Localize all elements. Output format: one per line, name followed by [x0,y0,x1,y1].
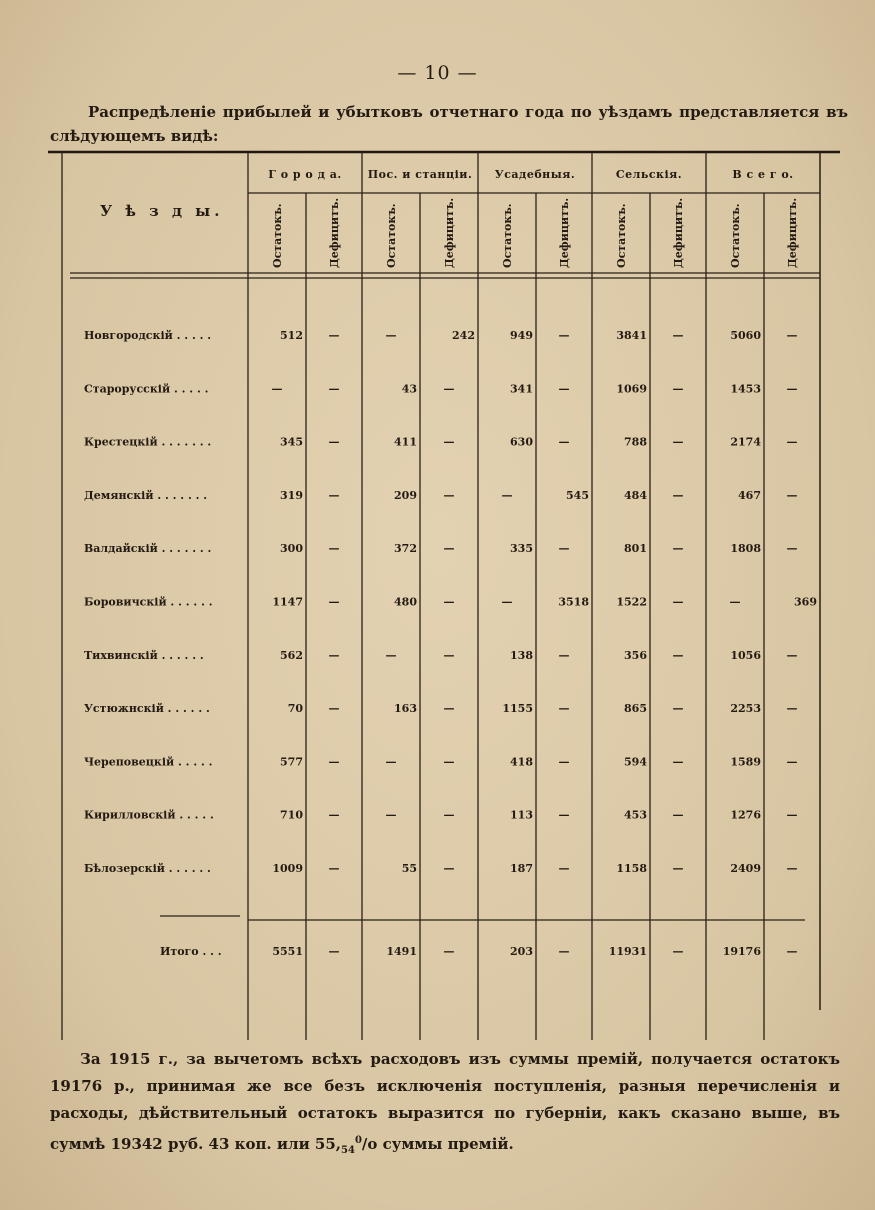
cell-remainder: 1009 [272,862,303,875]
cell-deficit: — [672,329,684,342]
cell-deficit: — [443,435,455,449]
cell-remainder: 1069 [616,382,647,396]
subheader-remainder: Остатокъ. [729,203,742,268]
cell-remainder: 512 [280,329,303,342]
cell-remainder: — [385,808,397,822]
footer-text: За 1915 г., за вычетомъ всѣхъ расходовъ изъ суммы премій, получается остатокъ 19176 р., принимая же все безъ исключенія поступленія, разныя перечисленія и расходы, дѣйствительный остатокъ выразится по губерніи, какъ сказано выше, въ суммѣ 19342 руб. 43 коп. или 55, [50,1050,840,1153]
cell-remainder: 865 [624,702,647,716]
row-header-label: У ѣ з д ы. [100,202,224,220]
subheader-deficit: Дефицитъ. [443,197,456,268]
subheader-deficit: Дефицитъ. [558,197,571,268]
cell-deficit: — [328,702,340,716]
district-name: Кирилловскій . . . . . [84,808,214,822]
cell-remainder: 2409 [730,862,761,875]
subheader-remainder: Остатокъ. [385,203,398,268]
cell-deficit: — [443,808,455,822]
cell-remainder: 1808 [730,542,761,556]
cell-remainder: — [385,329,397,342]
cell-deficit: — [672,808,684,822]
cell-remainder: 788 [624,435,647,449]
cell-deficit: — [443,542,455,556]
cell-deficit: — [443,702,455,716]
cell-remainder: 453 [624,808,647,822]
cell-remainder: — [501,595,513,609]
cell-deficit: — [672,862,684,875]
cell-deficit: — [672,755,684,769]
cell-remainder: — [271,382,283,396]
footer-decimal: 54 [341,1145,355,1156]
cell-deficit: — [558,808,570,822]
footer-text-end: /o суммы премій. [361,1135,514,1153]
cell-remainder: 300 [280,542,303,556]
group-header: В с е г о. [732,168,794,181]
district-name: Устюжнскій . . . . . . [84,702,210,716]
cell-remainder: 11931 [608,945,647,958]
cell-deficit: — [328,945,340,958]
cell-deficit: — [786,648,798,662]
cell-deficit: — [786,435,798,449]
table-row [84,329,798,342]
cell-remainder: 372 [394,542,417,556]
cell-deficit: — [672,595,684,609]
cell-deficit: — [328,488,340,502]
cell-remainder: 594 [624,755,647,769]
table-row [84,649,798,662]
table-row [84,596,817,609]
table-body [84,329,817,958]
cell-remainder: 484 [624,488,647,502]
cell-deficit: — [672,648,684,662]
cell-remainder: 1147 [272,595,303,609]
cell-remainder: 209 [394,488,417,502]
cell-remainder: 19176 [722,945,761,958]
total-label: Итого . . . [160,945,222,958]
cell-deficit: — [443,595,455,609]
cell-remainder: 1589 [730,755,761,769]
group-header: Пос. и станціи. [367,168,473,181]
cell-remainder: — [729,595,741,609]
cell-deficit: — [328,382,340,396]
cell-remainder: — [385,648,397,662]
cell-deficit: — [328,329,340,342]
table-row [84,809,798,822]
cell-remainder: 710 [280,808,303,822]
table-row [84,862,798,875]
subheader-remainder: Остатокъ. [501,203,514,268]
subheader-deficit: Дефицитъ. [672,197,685,268]
group-header: Г о р о д а. [268,168,342,181]
district-name: Крестецкій . . . . . . . [84,435,212,449]
cell-remainder: 113 [510,808,533,822]
group-header: Сельскія. [615,168,683,181]
table-row [84,382,798,395]
cell-remainder: 949 [510,329,533,342]
subheader-remainder: Остатокъ. [271,203,284,268]
footer-degree: 0 [354,1135,362,1146]
cell-remainder: 5551 [272,945,303,958]
cell-deficit: — [786,329,798,342]
footer-paragraph [50,1046,840,1164]
cell-remainder: 562 [280,648,303,662]
table-row [84,702,798,715]
cell-deficit: — [443,862,455,875]
table-header [100,168,799,268]
table-row [84,489,798,502]
cell-remainder: 1155 [502,702,533,716]
cell-deficit: — [558,755,570,769]
cell-deficit: 369 [794,595,817,609]
cell-remainder: 43 [401,382,417,396]
cell-remainder: 1522 [616,595,647,609]
district-name: Боровичскій . . . . . . [84,595,213,609]
cell-deficit: — [786,488,798,502]
district-name: Демянскій . . . . . . . [84,488,208,502]
cell-deficit: — [786,542,798,556]
cell-remainder: 70 [287,702,303,716]
cell-remainder: 1056 [730,648,761,662]
district-name: Череповецкій . . . . . [84,755,213,769]
cell-deficit: — [786,945,798,958]
cell-remainder: 467 [738,488,761,502]
district-name: Бѣлозерскій . . . . . . [84,862,211,875]
cell-remainder: 335 [510,542,533,556]
cell-remainder: 356 [624,648,647,662]
subheader-deficit: Дефицитъ. [328,197,341,268]
cell-remainder: 1158 [616,862,647,875]
cell-deficit: — [328,435,340,449]
intro-paragraph: Распредѣленіе прибылей и убытковъ отчетнаго года по уѣздамъ представляется въ слѣдующемъ видѣ: [50,103,848,145]
cell-deficit: — [672,488,684,502]
cell-deficit: — [672,945,684,958]
cell-deficit: — [558,945,570,958]
cell-deficit: — [558,648,570,662]
cell-remainder: 801 [624,542,647,556]
cell-deficit: — [672,382,684,396]
cell-deficit: — [328,755,340,769]
cell-remainder: 341 [510,382,533,396]
cell-remainder: 319 [280,488,303,502]
cell-deficit: — [786,808,798,822]
cell-deficit: — [558,329,570,342]
subheader-remainder: Остатокъ. [615,203,628,268]
cell-deficit: — [328,542,340,556]
subheader-deficit: Дефицитъ. [786,197,799,268]
cell-deficit: 545 [566,488,589,502]
district-name: Новгородскій . . . . . [84,329,212,342]
cell-deficit: — [786,702,798,716]
cell-deficit: — [443,945,455,958]
cell-remainder: 345 [280,435,303,449]
cell-deficit: — [443,488,455,502]
cell-remainder: 577 [280,755,303,769]
cell-deficit: — [443,382,455,396]
cell-deficit: — [443,755,455,769]
cell-remainder: 2253 [730,702,761,716]
cell-deficit: — [558,542,570,556]
cell-deficit: — [328,648,340,662]
total-row [160,945,798,958]
cell-remainder: 5060 [730,329,761,342]
cell-deficit: — [443,648,455,662]
table-row [84,436,798,449]
cell-deficit: — [328,595,340,609]
district-name: Валдайскій . . . . . . . [84,542,212,556]
cell-deficit: — [786,755,798,769]
cell-deficit: — [672,542,684,556]
cell-deficit: — [672,702,684,716]
cell-remainder: 55 [401,862,417,875]
cell-deficit: — [558,702,570,716]
cell-deficit: — [328,862,340,875]
cell-remainder: 1276 [730,808,761,822]
table-row [84,542,798,555]
cell-remainder: 163 [394,702,417,716]
cell-remainder: 418 [510,755,533,769]
cell-remainder: 2174 [730,435,761,449]
cell-remainder: 480 [394,595,417,609]
cell-deficit: — [558,382,570,396]
cell-deficit: — [328,808,340,822]
table-row [84,755,798,768]
cell-remainder: — [501,488,513,502]
cell-deficit: — [558,435,570,449]
district-name: Старорусскій . . . . . [84,382,209,396]
cell-deficit: — [672,435,684,449]
cell-deficit: — [786,382,798,396]
cell-remainder: — [385,755,397,769]
cell-deficit: 3518 [558,595,589,609]
page-number: — 10 — [397,62,478,84]
cell-deficit: 242 [452,329,475,342]
cell-remainder: 203 [510,945,533,958]
cell-remainder: 138 [510,648,533,662]
cell-remainder: 1491 [386,945,417,958]
cell-remainder: 630 [510,435,533,449]
cell-deficit: — [558,862,570,875]
group-header: Усадебныя. [494,168,576,181]
cell-remainder: 1453 [730,382,761,396]
cell-remainder: 187 [510,862,533,875]
district-name: Тихвинскій . . . . . . [84,648,204,662]
cell-remainder: 411 [394,435,417,449]
cell-deficit: — [786,862,798,875]
cell-remainder: 3841 [616,329,647,342]
